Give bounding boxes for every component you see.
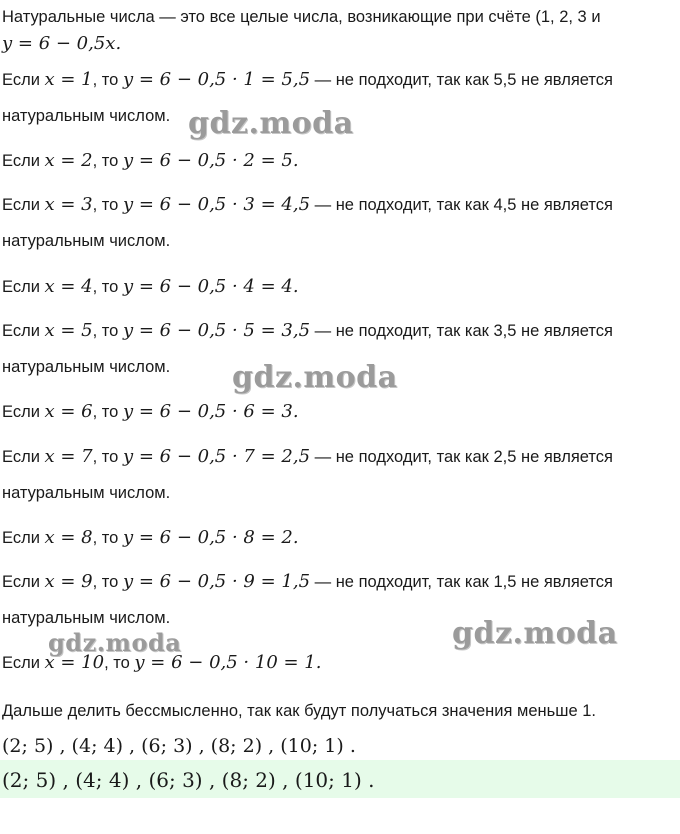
- case-y-expr: y = 6 − 0,5 · 4 = 4.: [122, 276, 299, 297]
- case-x-expr: x = 4: [44, 276, 93, 297]
- case-y-expr: y = 6 − 0,5 · 5 = 3,5: [122, 320, 311, 341]
- case-continuation: натуральным числом.: [2, 484, 171, 502]
- case-x-expr: x = 10: [44, 652, 105, 673]
- case-continuation: натуральным числом.: [2, 358, 171, 376]
- case-prefix: Если: [2, 529, 45, 547]
- case-mid: , то: [92, 448, 123, 466]
- case-prefix: Если: [2, 71, 45, 89]
- case-y-expr: y = 6 − 0,5 · 2 = 5.: [122, 150, 299, 171]
- case-x-expr: x = 5: [44, 320, 93, 341]
- case-mid: , то: [92, 278, 123, 296]
- case-x-expr: x = 8: [44, 527, 93, 548]
- case-x-expr: x = 3: [44, 194, 93, 215]
- case-line: [2, 150, 299, 172]
- case-x-expr: x = 6: [44, 401, 93, 422]
- case-x-expr: x = 1: [44, 69, 93, 90]
- case-line: [2, 527, 299, 549]
- case-prefix: Если: [2, 278, 45, 296]
- case-tail: — не подходит, так как 1,5 не является: [310, 573, 613, 591]
- case-line: [2, 571, 613, 593]
- case-prefix: Если: [2, 152, 45, 170]
- case-line: [2, 446, 613, 468]
- case-mid: , то: [104, 654, 135, 672]
- intro-line-1: Натуральные числа — это все целые числа, возникающие при счёте (1, 2, 3 и: [2, 8, 601, 26]
- case-prefix: Если: [2, 322, 45, 340]
- case-tail: — не подходит, так как 2,5 не является: [310, 448, 613, 466]
- case-prefix: Если: [2, 448, 45, 466]
- case-y-expr: y = 6 − 0,5 · 1 = 5,5: [122, 69, 311, 90]
- case-line: [2, 276, 299, 298]
- case-mid: , то: [92, 529, 123, 547]
- case-line: [2, 401, 299, 423]
- case-line: [2, 320, 613, 342]
- intro-line-2: y = 6 − 0,5x.: [2, 33, 122, 54]
- case-y-expr: y = 6 − 0,5 · 3 = 4,5: [122, 194, 311, 215]
- case-x-expr: x = 9: [44, 571, 93, 592]
- case-continuation: натуральным числом.: [2, 609, 171, 627]
- case-mid: , то: [92, 573, 123, 591]
- case-y-expr: y = 6 − 0,5 · 6 = 3.: [122, 401, 299, 422]
- case-prefix: Если: [2, 196, 45, 214]
- case-mid: , то: [92, 152, 123, 170]
- case-line: [2, 194, 613, 216]
- case-mid: , то: [92, 196, 123, 214]
- answer-line: (2; 5) , (4; 4) , (6; 3) , (8; 2) , (10; 1) .: [2, 768, 375, 792]
- case-y-expr: y = 6 − 0,5 · 8 = 2.: [122, 527, 299, 548]
- watermark-3: gdz.moda: [48, 628, 182, 657]
- case-mid: , то: [92, 322, 123, 340]
- watermark-4: gdz.moda: [452, 616, 618, 651]
- case-x-expr: x = 2: [44, 150, 93, 171]
- case-continuation: натуральным числом.: [2, 232, 171, 250]
- case-prefix: Если: [2, 573, 45, 591]
- case-mid: , то: [92, 71, 123, 89]
- case-mid: , то: [92, 403, 123, 421]
- case-x-expr: x = 7: [44, 446, 93, 467]
- case-y-expr: y = 6 − 0,5 · 7 = 2,5: [122, 446, 311, 467]
- case-y-expr: y = 6 − 0,5 · 10 = 1.: [134, 652, 322, 673]
- case-continuation: натуральным числом.: [2, 107, 171, 125]
- case-tail: — не подходит, так как 4,5 не является: [310, 196, 613, 214]
- case-y-expr: y = 6 − 0,5 · 9 = 1,5: [122, 571, 311, 592]
- case-prefix: Если: [2, 654, 45, 672]
- case-tail: — не подходит, так как 5,5 не является: [310, 71, 613, 89]
- watermark-2: gdz.moda: [232, 360, 398, 395]
- case-line: [2, 69, 613, 91]
- case-prefix: Если: [2, 403, 45, 421]
- conclusion-text: Дальше делить бессмысленно, так как будут получаться значения меньше 1.: [2, 702, 596, 720]
- watermark-1: gdz.moda: [188, 106, 354, 141]
- pairs-line: (2; 5) , (4; 4) , (6; 3) , (8; 2) , (10; 1) .: [2, 735, 356, 757]
- case-tail: — не подходит, так как 3,5 не является: [310, 322, 613, 340]
